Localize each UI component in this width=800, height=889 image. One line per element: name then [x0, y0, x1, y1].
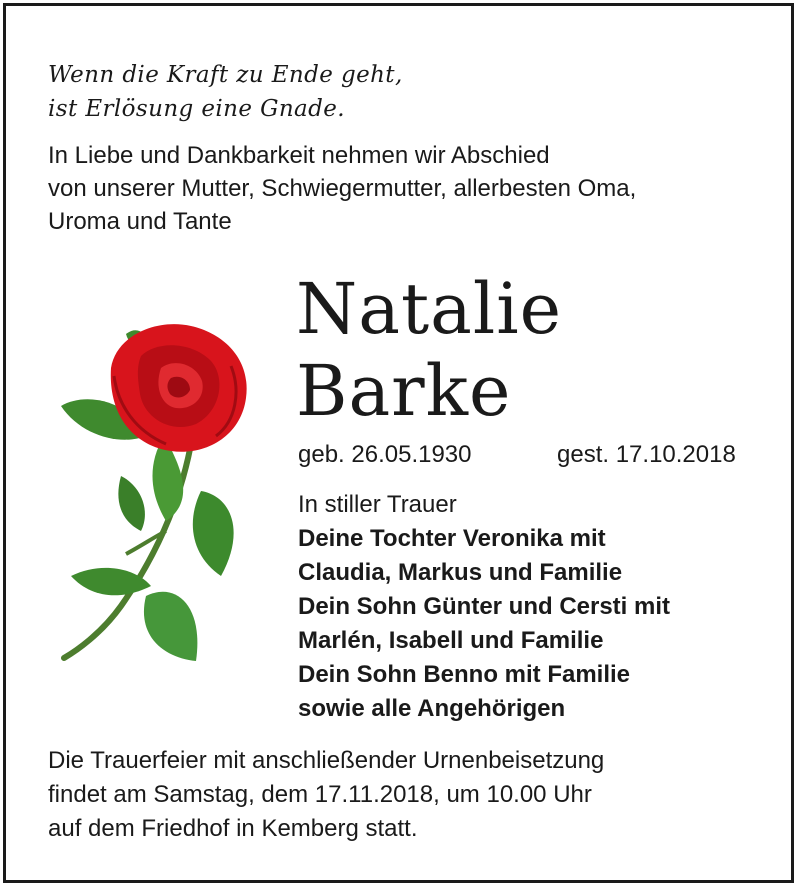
obituary-notice [3, 3, 794, 883]
first-name: Natalie [296, 268, 563, 350]
mourners-lead: In stiller Trauer [298, 491, 457, 518]
mourner-line: Claudia, Markus und Familie [298, 559, 623, 586]
motto-line: Wenn die Kraft zu Ende geht, [48, 62, 403, 88]
mourners-list [298, 488, 670, 726]
funeral-line: Die Trauerfeier mit anschließender Urnenbeisetzung [48, 747, 605, 774]
red-rose-icon [46, 306, 261, 676]
intro-line: In Liebe und Dankbarkeit nehmen wir Abschied [48, 142, 550, 169]
deceased-name [296, 268, 562, 432]
funeral-line: auf dem Friedhof in Kemberg statt. [48, 815, 418, 842]
motto [48, 58, 403, 126]
birth-date: geb. 26.05.1930 [298, 441, 472, 468]
mourner-line: sowie alle Angehörigen [298, 695, 566, 722]
death-date: gest. 17.10.2018 [557, 441, 736, 468]
mourner-line: Marlén, Isabell und Familie [298, 627, 604, 654]
mourner-line: Deine Tochter Veronika mit [298, 525, 606, 552]
mourner-line: Dein Sohn Günter und Cersti mit [298, 593, 671, 620]
funeral-line: findet am Samstag, dem 17.11.2018, um 10.00 Uhr [48, 781, 592, 808]
intro-text [48, 139, 636, 238]
intro-line: Uroma und Tante [48, 208, 232, 235]
intro-line: von unserer Mutter, Schwiegermutter, allerbesten Oma, [48, 175, 637, 202]
mourner-line: Dein Sohn Benno mit Familie [298, 661, 631, 688]
last-name: Barke [296, 350, 512, 432]
funeral-details [48, 744, 604, 846]
motto-line: ist Erlösung eine Gnade. [48, 96, 346, 122]
